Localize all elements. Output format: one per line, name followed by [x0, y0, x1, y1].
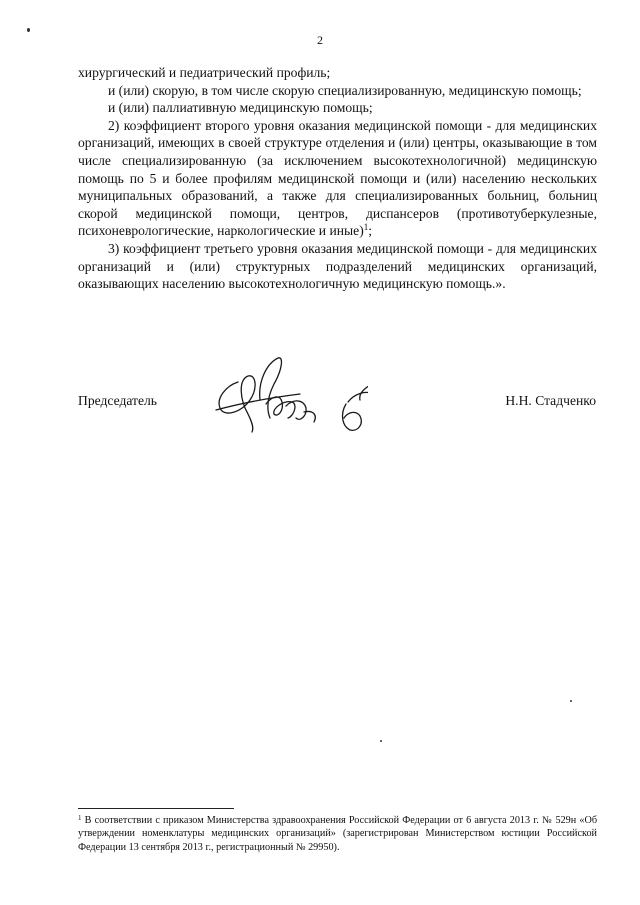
level-2-text: 2) коэффициент второго уровня оказания медицинской помощи - для медицинских организаций, имеющих в своей структуре отделения и (или) центры, оказывающие в том числе специализированную (за исключением высокотехнологичной) медицинскую помощь по 5 и более профилям медицинской помощи и (или) населению нескольких муниципальных образований, а также для специализированных больниц, больниц скорой медицинской помощи, центров, диспансеров (противотуберкулезные, психоневрологические, наркологические и иные): [78, 117, 597, 239]
paragraph-palliative: и (или) паллиативную медицинскую помощь;: [108, 100, 373, 116]
footnote-mark: 1: [78, 814, 82, 822]
paragraph-level-3: 3) коэффициент третьего уровня оказания медицинской помощи - для медицинских организаций и (или) структурных подразделений медицинских организаций, оказывающих населению высокотехнологичную медицинскую помощь.».: [78, 240, 597, 292]
paragraph-ambulance: и (или) скорую, в том числе скорую специализированную, медицинскую помощь;: [108, 82, 582, 98]
footnote-divider: [78, 808, 234, 809]
scan-speck: [380, 740, 382, 742]
document-body: [78, 64, 597, 293]
page-number: 2: [317, 33, 323, 47]
paragraph-level-2: [78, 117, 597, 240]
footnote: [78, 814, 597, 854]
footnote-text: В соответствии с приказом Министерства здравоохранения Российской Федерации от 6 августа 2013 г. № 529н «Об утверждении номенклатуры медицинских организаций» (зарегистрирован Министерством юстиции Российской Федерации 13 сентября 2013 г., регистрационный № 29950).: [78, 815, 598, 853]
footnote-reference: 1: [363, 222, 369, 233]
handwritten-signature: [208, 352, 368, 434]
paragraph-surgical-profile: хирургический и педиатрический профиль;: [78, 65, 331, 80]
scan-speck: [570, 700, 572, 702]
signatory-name: Н.Н. Стадченко: [505, 393, 596, 408]
signatory-title: Председатель: [78, 393, 157, 408]
scan-speck: [27, 28, 30, 32]
level-2-end: ;: [368, 223, 373, 239]
